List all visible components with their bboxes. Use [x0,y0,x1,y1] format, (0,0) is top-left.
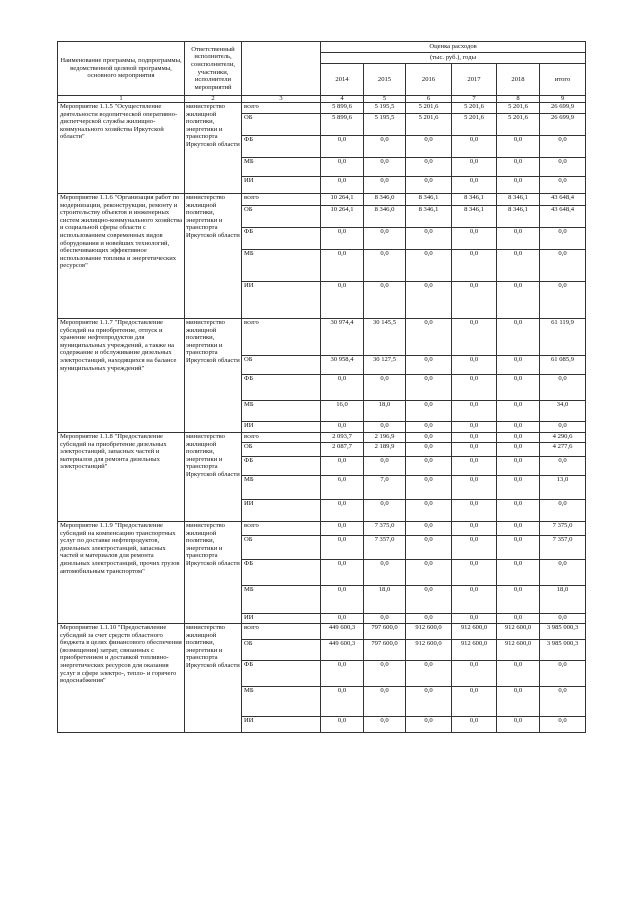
year-value: 0,0 [321,282,364,319]
year-value: 10 264,1 [321,194,364,206]
year-value: 0,0 [406,661,452,687]
responsible-executor: министерство жилищной политики, энергетики и транспорта Иркутской области [185,624,242,733]
table-row [58,433,586,443]
year-value: 0,0 [406,401,452,422]
year-value: 0,0 [321,560,364,586]
year-value: 5 201,6 [452,114,497,136]
year-value: 0,0 [452,319,497,356]
column-number: 9 [540,96,586,103]
year-value: 0,0 [452,250,497,282]
total-value: 13,0 [540,476,586,500]
total-value: 7 375,0 [540,522,586,536]
total-value: 26 699,9 [540,114,586,136]
year-value: 0,0 [497,422,540,433]
funding-source: МБ [242,401,321,422]
year-value: 18,0 [364,401,406,422]
year-value: 0,0 [364,158,406,177]
total-value: 18,0 [540,586,586,614]
funding-source: ОБ [242,640,321,661]
year-value: 0,0 [321,158,364,177]
measure-name: Мероприятие 1.1.6 "Организация работ по модернизации, реконструкции, ремонту и строительству объектов и инженерных систем жилищно-коммунального хозяйства и социальной сферы области с использованием современных видов оборудования и новейших технологий, обеспечивающих эффективное использование топлива и энергетических ресурсов" [58,194,185,319]
year-value: 0,0 [452,522,497,536]
funding-source: всего [242,522,321,536]
year-value: 0,0 [497,457,540,476]
year-value: 912 600,0 [497,640,540,661]
year-value: 0,0 [321,177,364,194]
year-value: 0,0 [497,717,540,733]
funding-source: ИИ [242,717,321,733]
year-value: 0,0 [497,433,540,443]
header-name-column: Наименование программы, подпрограммы, ведомственной целевой программы, основного мероприятия [58,42,185,96]
total-value: 3 985 000,3 [540,640,586,661]
year-value: 0,0 [364,560,406,586]
column-number: 7 [452,96,497,103]
funding-source: МБ [242,586,321,614]
funding-source: ФБ [242,136,321,158]
total-value: 0,0 [540,457,586,476]
column-number: 4 [321,96,364,103]
year-value: 0,0 [406,356,452,375]
funding-source: ИИ [242,177,321,194]
year-value: 0,0 [497,250,540,282]
total-value: 0,0 [540,177,586,194]
funding-source: ФБ [242,457,321,476]
year-value: 0,0 [497,614,540,624]
year-value: 0,0 [497,536,540,560]
funding-source: МБ [242,250,321,282]
table-row [58,194,586,206]
year-value: 0,0 [364,661,406,687]
measure-name: Мероприятие 1.1.5 "Осуществление деятельности водопитческой оперативно-диспетчерской службы жилищно-коммунального хозяйства Иркутской области" [58,103,185,194]
total-value: 0,0 [540,717,586,733]
year-value: 0,0 [321,375,364,401]
year-value: 0,0 [406,717,452,733]
year-value: 0,0 [364,250,406,282]
total-value: 43 648,4 [540,194,586,206]
header-year: 2015 [364,64,406,96]
year-value: 0,0 [452,476,497,500]
year-value: 2 189,9 [364,443,406,457]
year-value: 0,0 [406,136,452,158]
year-value: 0,0 [497,356,540,375]
year-value: 0,0 [497,228,540,250]
total-value: 34,0 [540,401,586,422]
year-value: 0,0 [406,560,452,586]
column-number: 2 [185,96,242,103]
year-value: 0,0 [452,687,497,717]
funding-source: ИИ [242,422,321,433]
total-value: 0,0 [540,158,586,177]
year-value: 0,0 [364,687,406,717]
year-value: 0,0 [364,375,406,401]
year-value: 0,0 [497,476,540,500]
year-value: 0,0 [452,433,497,443]
column-number: 3 [242,96,321,103]
funding-source: ФБ [242,375,321,401]
funding-source: всего [242,433,321,443]
year-value: 0,0 [452,717,497,733]
year-value: 0,0 [406,319,452,356]
year-value: 0,0 [497,687,540,717]
year-value: 0,0 [452,614,497,624]
year-value: 8 346,0 [364,206,406,228]
year-value: 5 201,6 [406,114,452,136]
year-value: 0,0 [406,443,452,457]
year-value: 2 093,7 [321,433,364,443]
year-value: 0,0 [497,158,540,177]
responsible-executor: министерство жилищной политики, энергетики и транспорта Иркутской области [185,319,242,433]
responsible-executor: министерство жилищной политики, энергетики и транспорта Иркутской области [185,103,242,194]
funding-source: ОБ [242,356,321,375]
measure-name: Мероприятие 1.1.7 "Предоставление субсидий на приобретение, отпуск и хранение нефтепродуктов для муниципальных учреждений, а также на содержание и обслуживание дизельных электростанций, находящихся на балансе муниципальных учреждений" [58,319,185,433]
year-value: 0,0 [452,422,497,433]
table-row [58,522,586,536]
year-value: 0,0 [321,717,364,733]
year-value: 0,0 [406,476,452,500]
total-value: 0,0 [540,136,586,158]
year-value: 449 600,3 [321,640,364,661]
year-value: 0,0 [364,717,406,733]
funding-source: ФБ [242,228,321,250]
measure-name: Мероприятие 1.1.8 "Предоставление субсидий на приобретение дизельных электростанций, запасных частей и материалов для ремонта дизельных электростанций" [58,433,185,522]
total-value: 4 290,6 [540,433,586,443]
funding-source: ОБ [242,443,321,457]
measure-name: Мероприятие 1.1.9 "Предоставление субсидий на компенсацию транспортных услуг по доставке нефтепродуктов, дизельных электростанций, запасных частей и материалов для ремонта дизельных электростанций, прочих грузов автомобильным транспортом" [58,522,185,624]
year-value: 16,0 [321,401,364,422]
responsible-executor: министерство жилищной политики, энергетики и транспорта Иркутской области [185,522,242,624]
total-value: 43 648,4 [540,206,586,228]
year-value: 0,0 [452,375,497,401]
funding-source: ФБ [242,661,321,687]
funding-source: ИИ [242,500,321,522]
funding-source: МБ [242,476,321,500]
year-value: 5 899,6 [321,103,364,114]
year-value: 0,0 [452,536,497,560]
year-value: 912 600,0 [452,624,497,640]
funding-source: всего [242,624,321,640]
responsible-executor: министерство жилищной политики, энергетики и транспорта Иркутской области [185,433,242,522]
year-value: 5 201,6 [406,103,452,114]
funding-source: ОБ [242,536,321,560]
year-value: 0,0 [452,443,497,457]
year-value: 7 357,0 [364,536,406,560]
year-value: 449 600,3 [321,624,364,640]
year-value: 0,0 [406,457,452,476]
total-value: 26 699,9 [540,103,586,114]
header-estimate: Оценка расходов [321,42,586,53]
year-value: 0,0 [364,422,406,433]
year-value: 10 264,1 [321,206,364,228]
year-value: 0,0 [406,375,452,401]
total-value: 0,0 [540,282,586,319]
year-value: 5 899,6 [321,114,364,136]
total-value: 61 119,9 [540,319,586,356]
year-value: 2 196,9 [364,433,406,443]
year-value: 0,0 [364,177,406,194]
year-value: 912 600,0 [406,624,452,640]
year-value: 0,0 [452,401,497,422]
year-value: 0,0 [321,250,364,282]
year-value: 0,0 [364,136,406,158]
funding-source: ИИ [242,614,321,624]
year-value: 0,0 [364,500,406,522]
funding-source: ОБ [242,206,321,228]
year-value: 912 600,0 [497,624,540,640]
year-value: 0,0 [406,522,452,536]
year-value: 0,0 [321,136,364,158]
year-value: 0,0 [321,422,364,433]
year-value: 797 600,0 [364,640,406,661]
header-units: (тыс. руб.), годы [321,53,586,64]
total-value: 0,0 [540,687,586,717]
year-value: 0,0 [406,250,452,282]
year-value: 18,0 [364,586,406,614]
header-responsible-column: Ответственный исполнитель, соисполнители, участники, исполнители мероприятий [185,42,242,96]
year-value: 7,0 [364,476,406,500]
funding-source: МБ [242,158,321,177]
table-row [58,624,586,640]
year-value: 0,0 [406,536,452,560]
total-value: 3 985 000,3 [540,624,586,640]
year-value: 0,0 [406,282,452,319]
year-value: 0,0 [452,500,497,522]
column-number: 8 [497,96,540,103]
column-number: 5 [364,96,406,103]
year-value: 0,0 [497,500,540,522]
year-value: 8 346,1 [406,206,452,228]
year-value: 6,0 [321,476,364,500]
column-number: 6 [406,96,452,103]
year-value: 0,0 [497,375,540,401]
year-value: 5 195,5 [364,103,406,114]
year-value: 0,0 [497,319,540,356]
year-value: 0,0 [321,500,364,522]
table-row [58,103,586,114]
year-value: 30 127,5 [364,356,406,375]
year-value: 7 375,0 [364,522,406,536]
total-value: 0,0 [540,560,586,586]
funding-source: всего [242,103,321,114]
header-year: 2016 [406,64,452,96]
funding-source: ОБ [242,114,321,136]
year-value: 0,0 [406,158,452,177]
year-value: 0,0 [452,228,497,250]
funding-source: всего [242,319,321,356]
year-value: 30 974,4 [321,319,364,356]
year-value: 912 600,0 [452,640,497,661]
total-value: 0,0 [540,250,586,282]
responsible-executor: министерство жилищной политики, энергетики и транспорта Иркутской области [185,194,242,319]
year-value: 797 600,0 [364,624,406,640]
year-value: 0,0 [321,687,364,717]
year-value: 0,0 [452,560,497,586]
year-value: 0,0 [497,443,540,457]
year-value: 0,0 [406,228,452,250]
year-value: 0,0 [452,158,497,177]
expense-estimate-table [57,41,586,733]
header-source-column [242,42,321,96]
year-value: 0,0 [321,614,364,624]
total-value: 4 277,6 [540,443,586,457]
year-value: 0,0 [497,177,540,194]
year-value: 5 201,6 [452,103,497,114]
year-value: 5 201,6 [497,114,540,136]
year-value: 0,0 [452,356,497,375]
year-value: 0,0 [497,282,540,319]
year-value: 0,0 [364,457,406,476]
header-total: итого [540,64,586,96]
year-value: 0,0 [497,560,540,586]
year-value: 8 346,1 [452,194,497,206]
year-value: 5 195,5 [364,114,406,136]
year-value: 0,0 [452,457,497,476]
column-number-row [58,96,586,103]
year-value: 0,0 [452,661,497,687]
year-value: 0,0 [452,586,497,614]
year-value: 0,0 [321,228,364,250]
year-value: 912 600,0 [406,640,452,661]
year-value: 0,0 [497,136,540,158]
year-value: 0,0 [364,282,406,319]
year-value: 0,0 [497,401,540,422]
funding-source: всего [242,194,321,206]
total-value: 0,0 [540,422,586,433]
year-value: 0,0 [321,661,364,687]
table-row [58,319,586,356]
year-value: 30 145,5 [364,319,406,356]
funding-source: ИИ [242,282,321,319]
year-value: 0,0 [497,522,540,536]
year-value: 0,0 [321,457,364,476]
year-value: 0,0 [452,177,497,194]
year-value: 8 346,1 [497,206,540,228]
header-year: 2018 [497,64,540,96]
year-value: 0,0 [406,177,452,194]
year-value: 0,0 [406,500,452,522]
year-value: 5 201,6 [497,103,540,114]
measure-name: Мероприятие 1.1.10 "Предоставление субсидий за счет средств областного бюджета в целях финансового обеспечения (возмещения) затрат, связанных с приобретением и доставкой топливно-энергетических ресурсов для оказания услуг в сфере электро-, тепло- и горячего водоснабжения" [58,624,185,733]
year-value: 0,0 [406,433,452,443]
year-value: 0,0 [497,586,540,614]
year-value: 0,0 [321,522,364,536]
year-value: 0,0 [497,661,540,687]
year-value: 0,0 [452,282,497,319]
funding-source: ФБ [242,560,321,586]
header-year: 2017 [452,64,497,96]
table-body [58,103,586,733]
total-value: 7 357,0 [540,536,586,560]
total-value: 0,0 [540,614,586,624]
year-value: 8 346,1 [452,206,497,228]
year-value: 0,0 [406,586,452,614]
total-value: 0,0 [540,661,586,687]
total-value: 0,0 [540,375,586,401]
year-value: 8 346,1 [497,194,540,206]
year-value: 0,0 [406,687,452,717]
year-value: 0,0 [364,228,406,250]
year-value: 0,0 [406,614,452,624]
year-value: 0,0 [406,422,452,433]
year-value: 0,0 [452,136,497,158]
year-value: 0,0 [321,536,364,560]
expense-table-page [57,41,585,733]
year-value: 8 346,1 [406,194,452,206]
year-value: 0,0 [321,586,364,614]
column-number: 1 [58,96,185,103]
total-value: 61 085,9 [540,356,586,375]
total-value: 0,0 [540,500,586,522]
funding-source: МБ [242,687,321,717]
year-value: 30 958,4 [321,356,364,375]
total-value: 0,0 [540,228,586,250]
year-value: 0,0 [364,614,406,624]
header-year: 2014 [321,64,364,96]
year-value: 2 087,7 [321,443,364,457]
year-value: 8 346,0 [364,194,406,206]
